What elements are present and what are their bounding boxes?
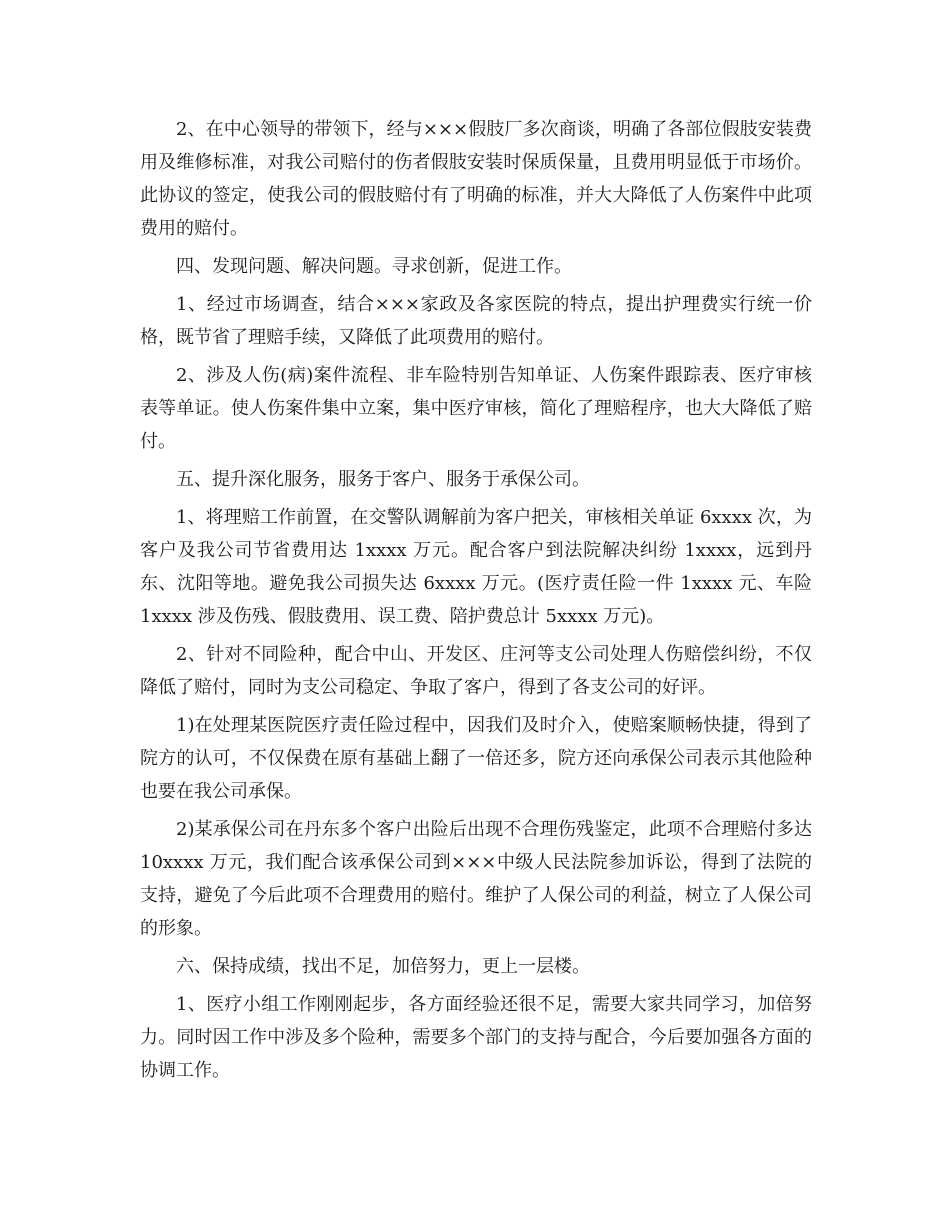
paragraph-claims-front-loading: 1、将理赔工作前置，在交警队调解前为客户把关，审核相关单证 6xxxx 次，为客户及我公司节省费用达 1xxxx 万元。配合客户到法院解决纠纷 1xxxx，远到丹东、沈阳等地。避免我公司损失达 6xxxx 万元。(医疗责任险一件 1xxxx 元、车险 1xxxx 涉及伤残、假肢费用、误工费、陪护费总计 5xxxx 万元)。 (140, 507, 812, 627)
document-body (140, 113, 812, 1092)
paragraph-injury-case-process: 2、涉及人伤(病)案件流程、非车险特别告知单证、人伤案件跟踪表、医疗审核表等单证。使人伤案件集中立案，集中医疗审核，简化了理赔程序，也大大降低了赔付。 (140, 365, 812, 452)
paragraph-medical-team-outlook: 1、医疗小组工作刚刚起步，各方面经验还很不足，需要大家共同学习，加倍努力。同时因工作中涉及多个险种，需要多个部门的支持与配合，今后要加强各方面的协调工作。 (140, 994, 812, 1081)
section-heading-six: 六、保持成绩，找出不足，加倍努力，更上一层楼。 (176, 956, 590, 977)
paragraph-branch-dispute-support: 2、针对不同险种，配合中山、开发区、庄河等支公司处理人伤赔偿纠纷，不仅降低了赔付，同时为支公司稳定、争取了客户，得到了各支公司的好评。 (140, 644, 812, 698)
paragraph-hospital-liability-case: 1)在处理某医院医疗责任险过程中，因我们及时介入，使赔案顺畅快捷，得到了院方的认可，不仅保费在原有基础上翻了一倍还多，院方还向承保公司表示其他险种也要在我公司承保。 (140, 715, 812, 802)
paragraph-artificial-limb-agreement: 2、在中心领导的带领下，经与×××假肢厂多次商谈，明确了各部位假肢安装费用及维修标准，对我公司赔付的伤者假肢安装时保质保量，且费用明显低于市场价。此协议的签定，使我公司的假肢赔付有了明确的标准，并大大降低了人伤案件中此项费用的赔付。 (140, 119, 812, 239)
paragraph-dandong-lawsuit: 2)某承保公司在丹东多个客户出险后出现不合理伤残鉴定，此项不合理赔付多达 10xxxx 万元，我们配合该承保公司到×××中级人民法院参加诉讼，得到了法院的支持，避免了今后此项不合理费用的赔付。维护了人保公司的利益，树立了人保公司的形象。 (140, 819, 812, 939)
section-heading-four: 四、发现问题、解决问题。寻求创新，促进工作。 (176, 256, 572, 277)
section-heading-five: 五、提升深化服务，服务于客户、服务于承保公司。 (176, 469, 590, 490)
paragraph-nursing-fee: 1、经过市场调查，结合×××家政及各家医院的特点，提出护理费实行统一价格，既节省了理赔手续，又降低了此项费用的赔付。 (140, 294, 812, 348)
